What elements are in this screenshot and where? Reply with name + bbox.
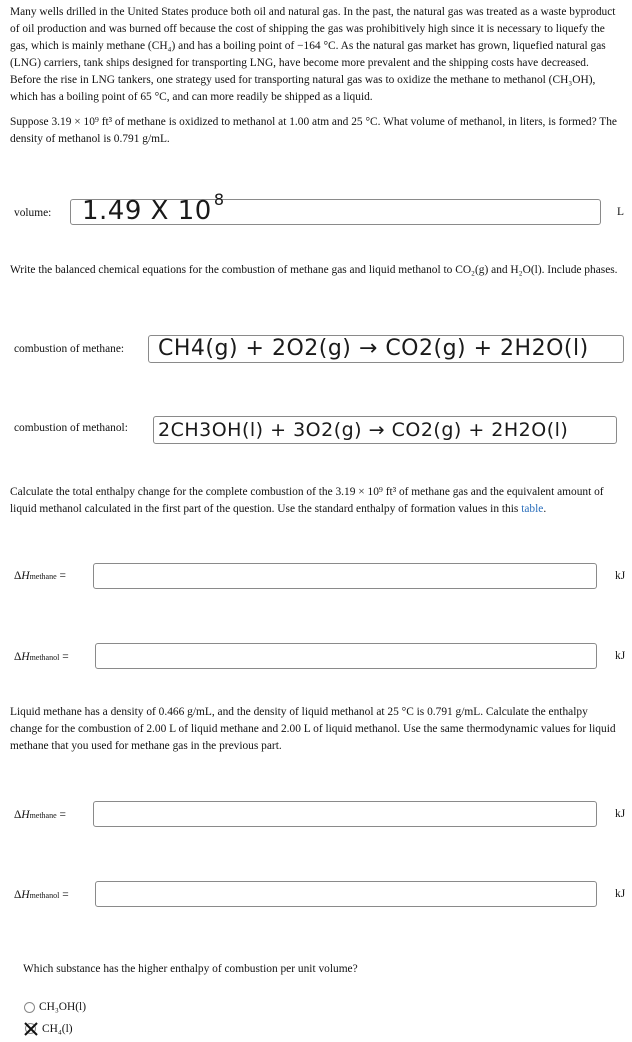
question-enthalpy-liquid: Liquid methane has a density of 0.466 g/mL, and the density of liquid methanol at 25 °C is 0.791 g/mL. Calculate the enthalpy change for the combustion of 2.00 L of liquid methane and 2.00 L of liquid methanol. Use the same thermodynamic values for liquid methane that you used for methane gas in the previous part. <box>10 706 616 752</box>
dh-methane-1-unit: kJ <box>615 570 626 582</box>
dh-methane-2-label: ΔHmethane = <box>14 809 66 821</box>
dh-methanol-1-label: ΔHmethanol = <box>14 651 69 663</box>
dh-methanol-1-unit: kJ <box>615 650 626 662</box>
option-methanol-label: CH₃OH(l) <box>39 1001 86 1013</box>
x-mark-icon <box>23 1021 39 1037</box>
combustion-methanol-handwritten: 2CH3OH(l) + 3O2(g) → CO2(g) + 2H2O(l) <box>158 419 569 441</box>
dh-methane-2-unit: kJ <box>615 808 626 820</box>
dh-methanol-2-input[interactable] <box>95 881 597 907</box>
volume-handwritten-answer: 1.49 X 10 $^8$ <box>82 190 225 226</box>
question-enthalpy-total: Calculate the total enthalpy change for the complete combustion of the 3.19 × 10⁹ ft³ of methane gas and the equivalent amount of liquid methanol calculated in the first part of the question. Use the standard enthalpy of formation values in this table. <box>10 486 604 515</box>
dh-methane-2-input[interactable] <box>93 801 597 827</box>
option-methanol[interactable] <box>24 1001 86 1013</box>
radio-methanol[interactable] <box>24 1002 35 1013</box>
dh-methanol-2-unit: kJ <box>615 888 626 900</box>
question-higher-enthalpy: Which substance has the higher enthalpy of combustion per unit volume? <box>23 963 358 975</box>
question-equations: Write the balanced chemical equations for the combustion of methane gas and liquid methanol to CO₂(g) and H₂O(l). Include phases. <box>10 264 618 276</box>
question-volume: Suppose 3.19 × 10⁹ ft³ of methane is oxidized to methanol at 1.00 atm and 25 °C. What volume of methanol, in liters, is formed? The density of methanol is 0.791 g/mL. <box>10 116 617 145</box>
volume-label: volume: <box>14 207 52 219</box>
dh-methanol-2-label: ΔHmethanol = <box>14 889 69 901</box>
radio-methane-selected[interactable] <box>24 1022 38 1036</box>
combustion-methanol-label: combustion of methanol: <box>14 422 128 434</box>
option-methane-label: CH₄(l) <box>42 1023 73 1035</box>
combustion-methane-handwritten: CH4(g) + 2O2(g) → CO2(g) + 2H2O(l) <box>158 336 589 361</box>
combustion-methane-label: combustion of methane: <box>14 343 125 355</box>
option-methane[interactable] <box>24 1022 73 1036</box>
intro-paragraph: Many wells drilled in the United States produce both oil and natural gas. In the past, the natural gas was treated as a waste byproduct of oil production and was burned off because the cost of shipping the gas was prohibitively high since it is necessary to liquefy the gas, which is mainly methane (CH₄) and has a boiling point of −164 °C. As the natural gas market has grown, liquefied natural gas (LNG) carriers, tank ships designed for transporting LNG, have become more prevalent and the shipping costs have decreased. Before the rise in LNG tankers, one strategy used for transporting natural gas was to oxidize the methane to methanol (CH₃OH), which has a boiling point of 65 °C, and can more readily be shipped as a liquid. <box>10 6 616 103</box>
dh-methanol-1-input[interactable] <box>95 643 597 669</box>
volume-unit: L <box>617 206 624 218</box>
dh-methane-1-label: ΔHmethane = <box>14 570 66 582</box>
table-link[interactable]: table <box>521 503 544 515</box>
dh-methane-1-input[interactable] <box>93 563 597 589</box>
